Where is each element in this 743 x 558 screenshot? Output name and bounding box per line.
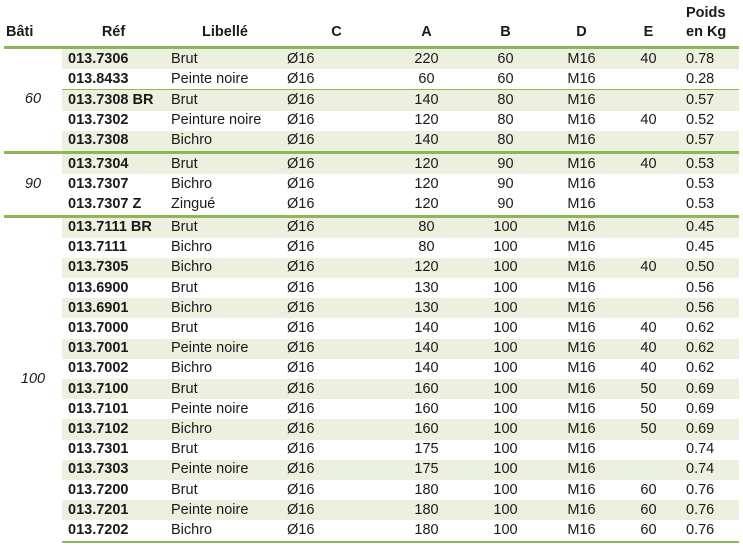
cell-b: 100 [465,216,546,238]
cell-d: M16 [567,441,596,458]
header-poids-line2: en Kg [686,24,727,40]
cell-b: 100 [493,239,518,256]
cell-e [617,440,680,460]
cell-ref: 013.7101 [68,400,129,417]
cell-d: M16 [546,216,617,238]
cell-poids: 0.74 [680,460,739,480]
cell-a: 140 [388,339,465,359]
cell-ref: 013.7304 [62,152,165,174]
table-row [4,480,739,500]
cell-poids: 0.76 [680,520,739,541]
cell-c: Ø16 [285,90,388,111]
cell-d: M16 [567,195,596,212]
cell-b: 100 [493,279,518,296]
cell-c: Ø16 [285,339,388,359]
cell-poids: 0.62 [680,339,739,359]
product-table [4,4,739,543]
cell-c: Ø16 [285,419,388,439]
cell-e: 40 [640,112,657,129]
cell-b: 80 [497,112,514,129]
cell-poids: 0.57 [680,90,739,111]
cell-c: Ø16 [285,258,388,278]
cell-libelle: Brut [165,379,285,399]
cell-a: 175 [414,441,439,458]
cell-c: Ø16 [287,320,315,337]
cell-d: M16 [567,400,596,417]
table-row [4,298,739,318]
cell-b: 100 [465,419,546,439]
table-row [4,131,739,153]
cell-e: 40 [617,152,680,174]
cell-poids: 0.28 [686,70,715,87]
cell-e [617,69,680,90]
cell-a: 140 [414,320,439,337]
table-row [4,399,739,419]
cell-d: M16 [567,360,596,377]
cell-b: 100 [465,298,546,318]
cell-b: 100 [465,460,546,480]
cell-b: 60 [465,48,546,70]
cell-d: M16 [546,500,617,520]
cell-d: M16 [567,481,596,498]
cell-c: Ø16 [287,481,315,498]
cell-c: Ø16 [285,131,388,153]
cell-b: 100 [493,400,518,417]
table-row [4,216,739,238]
cell-c: Ø16 [287,360,315,377]
cell-e: 60 [617,500,680,520]
cell-libelle: Bichro [165,419,285,439]
table-row [4,48,739,70]
cell-libelle: Brut [165,90,285,111]
header-a: A [421,24,432,40]
cell-ref: 013.7307 Z [68,195,142,212]
cell-c: Ø16 [287,175,315,192]
bati-cell: 90 [4,152,62,216]
header-poids [680,4,739,48]
cell-c: Ø16 [285,500,388,520]
table-row [4,520,739,541]
cell-e: 40 [640,360,657,377]
cell-b: 80 [465,90,546,111]
cell-ref: 013.6900 [68,279,129,296]
cell-c: Ø16 [285,298,388,318]
cell-poids: 0.53 [686,175,715,192]
cell-b: 90 [497,175,514,192]
cell-c: Ø16 [285,460,388,480]
cell-c: Ø16 [287,441,315,458]
cell-d: M16 [567,112,596,129]
cell-c: Ø16 [285,216,388,238]
cell-libelle: Peinte noire [171,400,249,417]
cell-d: M16 [546,298,617,318]
cell-b: 100 [465,339,546,359]
cell-c: Ø16 [287,112,315,129]
header-libelle: Libellé [202,24,248,40]
cell-ref: 013.7100 [62,379,165,399]
header-c: C [331,24,342,40]
cell-d: M16 [546,339,617,359]
cell-c: Ø16 [285,48,388,70]
cell-a: 140 [388,90,465,111]
cell-libelle: Peinte noire [171,70,249,87]
cell-ref: 013.7002 [68,360,129,377]
table-row [4,318,739,338]
cell-poids: 0.50 [680,258,739,278]
cell-ref: 013.7306 [62,48,165,70]
cell-c: Ø16 [287,239,315,256]
cell-c: Ø16 [287,195,315,212]
cell-a: 120 [414,112,439,129]
cell-c: Ø16 [287,400,315,417]
header-b: B [500,24,511,40]
cell-e: 40 [617,48,680,70]
table-row [4,339,739,359]
cell-e [617,194,680,216]
header-ref: Réf [101,24,126,40]
cell-libelle: Peinture noire [171,112,262,129]
cell-d: M16 [546,131,617,153]
cell-libelle: Bichro [165,298,285,318]
cell-poids: 0.69 [680,379,739,399]
cell-e [617,278,680,298]
cell-libelle: Brut [171,279,198,296]
cell-e: 60 [617,520,680,541]
table-row [4,278,739,298]
cell-d: M16 [567,320,596,337]
cell-e: 60 [640,481,657,498]
cell-d: M16 [546,258,617,278]
cell-d: M16 [546,419,617,439]
header-d: D [576,24,587,40]
table-body [4,48,739,542]
cell-b: 100 [465,520,546,541]
table-row [4,111,739,131]
cell-b: 100 [465,379,546,399]
cell-a: 140 [388,131,465,153]
cell-e [617,90,680,111]
cell-libelle: Brut [165,216,285,238]
cell-poids: 0.62 [686,360,715,377]
cell-e: 40 [617,258,680,278]
cell-ref: 013.7001 [62,339,165,359]
cell-libelle: Bichro [171,175,213,192]
cell-e: 40 [617,339,680,359]
cell-e: 50 [617,379,680,399]
cell-a: 140 [414,360,439,377]
cell-b: 100 [465,258,546,278]
cell-d: M16 [567,175,596,192]
cell-c: Ø16 [287,279,315,296]
cell-b: 90 [497,195,514,212]
table-row [4,359,739,379]
cell-d: M16 [567,70,596,87]
cell-e [617,216,680,238]
cell-ref: 013.7302 [68,112,129,129]
cell-c: Ø16 [285,152,388,174]
cell-e: 50 [640,400,657,417]
cell-a: 60 [418,70,435,87]
cell-ref: 013.8433 [68,70,129,87]
cell-e [617,174,680,194]
cell-libelle: Bichro [171,360,213,377]
table-row [4,379,739,399]
cell-b: 100 [493,360,518,377]
cell-poids: 0.62 [686,320,715,337]
cell-poids: 0.57 [680,131,739,153]
cell-a: 180 [414,481,439,498]
cell-d: M16 [546,90,617,111]
cell-b: 90 [465,152,546,174]
header-bati: Bâti [6,24,34,40]
header-row [4,4,739,48]
cell-e [617,238,680,258]
cell-poids: 0.52 [686,112,715,129]
table-row [4,258,739,278]
cell-a: 80 [388,216,465,238]
cell-ref: 013.7202 [62,520,165,541]
cell-libelle: Brut [165,152,285,174]
cell-a: 130 [388,298,465,318]
cell-e: 40 [640,320,657,337]
header-e: E [643,24,654,40]
cell-libelle: Bichro [165,520,285,541]
cell-poids: 0.45 [686,239,715,256]
cell-poids: 0.76 [680,500,739,520]
cell-ref: 013.7111 BR [62,216,165,238]
cell-a: 120 [388,152,465,174]
cell-e [617,460,680,480]
cell-ref: 013.7200 [68,481,129,498]
cell-a: 220 [388,48,465,70]
cell-b: 100 [465,500,546,520]
cell-poids: 0.78 [680,48,739,70]
cell-d: M16 [546,48,617,70]
cell-ref: 013.7102 [62,419,165,439]
cell-ref: 013.7308 BR [62,90,165,111]
cell-ref: 013.7301 [68,441,129,458]
cell-d: M16 [546,520,617,541]
cell-poids: 0.74 [686,441,715,458]
cell-ref: 013.7305 [62,258,165,278]
cell-poids: 0.69 [680,419,739,439]
cell-c: Ø16 [285,379,388,399]
cell-libelle: Peinte noire [165,500,285,520]
cell-e: 50 [617,419,680,439]
cell-libelle: Peinte noire [165,339,285,359]
table-row [4,238,739,258]
bati-cell: 60 [4,48,62,153]
cell-c: Ø16 [285,520,388,541]
cell-a: 120 [414,195,439,212]
cell-poids: 0.56 [686,279,715,296]
cell-poids: 0.69 [686,400,715,417]
cell-b: 60 [497,70,514,87]
cell-ref: 013.7111 [68,239,127,256]
table-row [4,194,739,216]
cell-a: 80 [418,239,435,256]
table-row [4,419,739,439]
cell-a: 130 [414,279,439,296]
cell-a: 160 [414,400,439,417]
cell-a: 120 [414,175,439,192]
cell-b: 80 [465,131,546,153]
cell-a: 175 [388,460,465,480]
cell-e [617,131,680,153]
cell-b: 100 [493,320,518,337]
table-row [4,69,739,90]
cell-libelle: Brut [171,320,198,337]
cell-e [617,298,680,318]
cell-ref: 013.6901 [62,298,165,318]
table-row [4,500,739,520]
bati-cell: 100 [4,216,62,542]
cell-libelle: Brut [165,48,285,70]
cell-d: M16 [567,239,596,256]
cell-ref: 013.7000 [68,320,129,337]
cell-ref: 013.7308 [62,131,165,153]
cell-poids: 0.53 [680,152,739,174]
cell-a: 180 [388,520,465,541]
cell-b: 100 [493,441,518,458]
cell-a: 160 [388,379,465,399]
table-row [4,440,739,460]
cell-ref: 013.7303 [62,460,165,480]
cell-ref: 013.7307 [68,175,129,192]
cell-b: 100 [493,481,518,498]
cell-ref: 013.7201 [62,500,165,520]
cell-libelle: Bichro [171,239,213,256]
cell-d: M16 [546,379,617,399]
cell-poids: 0.45 [680,216,739,238]
header-poids-line1: Poids [686,5,726,21]
cell-c: Ø16 [287,70,315,87]
cell-poids: 0.56 [680,298,739,318]
cell-libelle: Peinte noire [165,460,285,480]
cell-libelle: Brut [171,481,198,498]
table-row [4,174,739,194]
cell-libelle: Bichro [165,131,285,153]
table-row [4,152,739,174]
cell-d: M16 [546,460,617,480]
cell-a: 120 [388,258,465,278]
cell-poids: 0.76 [686,481,715,498]
cell-d: M16 [546,152,617,174]
cell-a: 180 [388,500,465,520]
cell-libelle: Bichro [165,258,285,278]
cell-d: M16 [567,279,596,296]
table-row [4,90,739,111]
cell-a: 160 [388,419,465,439]
cell-poids: 0.53 [686,195,715,212]
cell-libelle: Zingué [171,195,216,212]
table-row [4,460,739,480]
cell-libelle: Brut [171,441,198,458]
